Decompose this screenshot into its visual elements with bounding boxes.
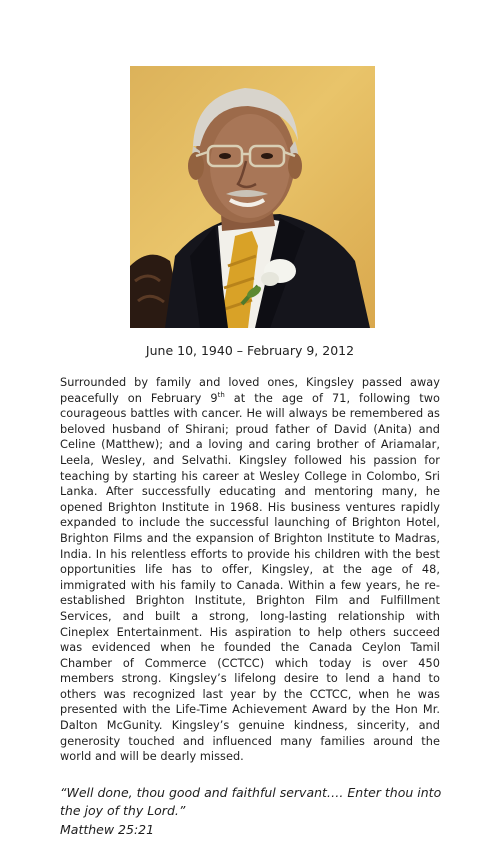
biography-paragraph [60,375,440,765]
ordinal-suffix: th [217,390,225,399]
biography-text-part2: at the age of 71, following two courageous battles with cancer. He will always be remembered as beloved husband of Shirani; proud father of David (Anita) and Celine (Matthew); and a loving and caring brother of Ariamalar, Leela, Wesley, and Selvathi. Kingsley followed his passion for teaching by starting his career at Wesley College in Colombo, Sri Lanka. After successfully educating and mentoring many, he opened Brighton Institute in 1968. His business ventures rapidly expanded to include the successful launching of Brighton Hotel, Brighton Films and the expansion of Brighton Institute to Madras, India. In his relentless efforts to provide his children with the best opportunities life has to offer, Kingsley, at the age of 48, immigrated with his family to Canada. Within a few years, he re-established Brighton Institute, Brighton Film and Fulfillment Services, and built a strong, long-lasting relationship with Cineplex Entertainment. His aspiration to help others succeed was evidenced when he founded the Canada Ceylon Tamil Chamber of Commerce (CCTCC) which today is over 450 members strong. Kingsley’s lifelong desire to lend a hand to others was recognized last year by the CCTCC, when he was presented with the Life-Time Achievement Award by the Hon Mr. Dalton McGunity. Kingsley’s genuine kindness, sincerity, and generosity touched and influenced many families around the world and will be dearly missed. [60,391,440,764]
life-dates: June 10, 1940 – February 9, 2012 [145,343,355,358]
biography-text-part1: Surrounded by family and loved ones, Kingsley passed away peacefully on February 9 [60,376,440,405]
scripture-quote: “Well done, thou good and faithful servant…. Enter thou into the joy of thy Lord.” [60,785,442,818]
portrait-illustration [130,66,375,328]
portrait-photo [130,66,375,328]
scripture-citation: Matthew 25:21 [60,822,155,837]
